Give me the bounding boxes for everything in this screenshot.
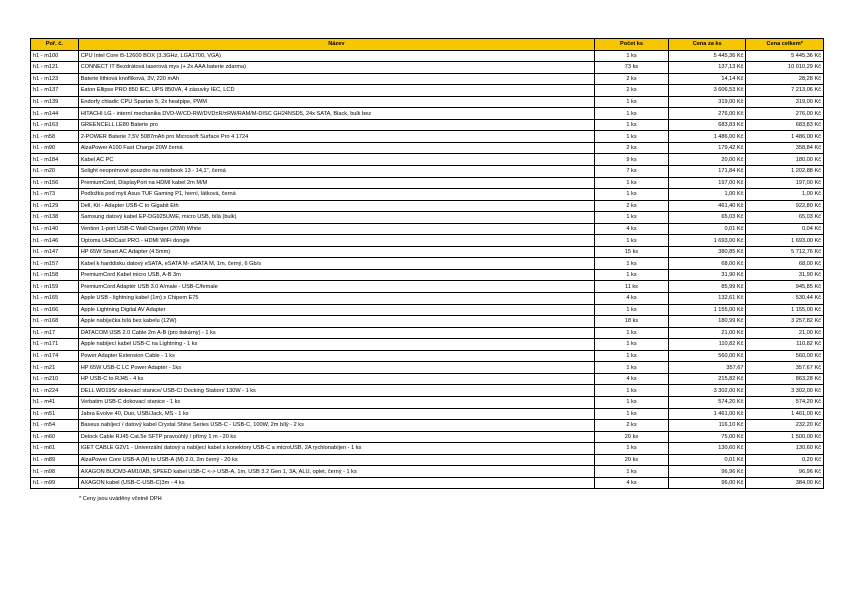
row-quantity: 1 ks: [595, 258, 669, 270]
row-name: Jabra Evolve 40, Duo, USB/Jack, MS - 1 ks: [78, 408, 594, 420]
row-unit-price: 1 461,00 Kč: [668, 408, 746, 420]
row-total-price: 384,00 Kč: [746, 477, 824, 489]
row-total-price: 683,83 Kč: [746, 119, 824, 131]
row-name: Baterie lithiová knoflíková, 3V, 220 mAh: [78, 73, 594, 85]
table-row: [31, 212, 824, 224]
row-total-price: 319,00 Kč: [746, 96, 824, 108]
table-row: [31, 350, 824, 362]
row-unit-price: 31,90 Kč: [668, 269, 746, 281]
row-unit-price: 276,00 Kč: [668, 108, 746, 120]
table-row: [31, 235, 824, 247]
row-total-price: 21,00 Kč: [746, 327, 824, 339]
row-name: Vention 1-port USB-C Wall Charger (20W) White: [78, 223, 594, 235]
header-total-price: Cena celkem*: [746, 39, 824, 51]
table-row: [31, 246, 824, 258]
row-name: CONNECT IT Bezdrátová laserová mys (+ 2x AAA baterie zdarma): [78, 62, 594, 74]
row-total-price: 65,03 Kč: [746, 212, 824, 224]
row-code: h1 - m58: [31, 131, 79, 143]
row-name: Apple nabíjecí kabel USB-C na Lightning - 1 ks: [78, 339, 594, 351]
row-total-price: 530,44 Kč: [746, 293, 824, 305]
row-name: HP USB-C to RJ45 - 4 ks: [78, 373, 594, 385]
table-row: [31, 420, 824, 432]
row-name: Apple nabíječka bílá bez kabelu (12W): [78, 316, 594, 328]
row-quantity: 1 ks: [595, 350, 669, 362]
table-row: [31, 316, 824, 328]
table-row: [31, 142, 824, 154]
row-unit-price: 171,84 Kč: [668, 166, 746, 178]
row-code: h1 - m158: [31, 269, 79, 281]
row-code: h1 - m73: [31, 189, 79, 201]
row-code: h1 - m146: [31, 235, 79, 247]
row-code: h1 - m129: [31, 200, 79, 212]
row-quantity: 1 ks: [595, 327, 669, 339]
table-row: [31, 396, 824, 408]
row-total-price: 110,82 Kč: [746, 339, 824, 351]
table-row: [31, 131, 824, 143]
table-row: [31, 85, 824, 97]
row-code: h1 - m41: [31, 396, 79, 408]
table-row: [31, 466, 824, 478]
row-quantity: 1 ks: [595, 339, 669, 351]
row-code: h1 - m100: [31, 50, 79, 62]
row-code: h1 - m159: [31, 281, 79, 293]
price-table: [30, 38, 824, 489]
row-total-price: 276,00 Kč: [746, 108, 824, 120]
row-quantity: 1 ks: [595, 131, 669, 143]
row-name: Samsung datový kabel EP-DG925UWE, micro USB, bílá (bulk): [78, 212, 594, 224]
row-unit-price: 85,99 Kč: [668, 281, 746, 293]
row-code: h1 - m184: [31, 154, 79, 166]
row-unit-price: 1 486,00 Kč: [668, 131, 746, 143]
row-total-price: 68,00 Kč: [746, 258, 824, 270]
row-unit-price: 5 445,36 Kč: [668, 50, 746, 62]
row-code: h1 - m61: [31, 443, 79, 455]
row-quantity: 1 ks: [595, 396, 669, 408]
table-row: [31, 166, 824, 178]
row-quantity: 1 ks: [595, 212, 669, 224]
row-quantity: 18 ks: [595, 316, 669, 328]
row-name: DATACOM USB 2.0 Cable 2m A-B (pro tiskárny) - 1 ks: [78, 327, 594, 339]
row-name: DELL WD19S/ dokovací stanice/ USB-C/ Docking Station/ 130W - 1 ks: [78, 385, 594, 397]
table-row: [31, 477, 824, 489]
row-total-price: 1 155,00 Kč: [746, 304, 824, 316]
row-name: Verbatim USB-C dokovací stanice - 1 ks: [78, 396, 594, 408]
row-name: Solight neoprénové pouzdro na notebook 13 - 14,1", černá: [78, 166, 594, 178]
table-row: [31, 189, 824, 201]
row-name: Power Adapter Extension Cable - 1 ks: [78, 350, 594, 362]
row-quantity: 2 ks: [595, 420, 669, 432]
row-unit-price: 110,82 Kč: [668, 339, 746, 351]
row-quantity: 20 ks: [595, 431, 669, 443]
row-code: h1 - m140: [31, 223, 79, 235]
row-quantity: 1 ks: [595, 108, 669, 120]
table-row: [31, 223, 824, 235]
row-name: Kabel AC PC: [78, 154, 594, 166]
row-code: h1 - m144: [31, 108, 79, 120]
row-code: h1 - m166: [31, 304, 79, 316]
table-row: [31, 281, 824, 293]
row-code: h1 - m54: [31, 420, 79, 432]
row-quantity: 2 ks: [595, 142, 669, 154]
row-code: h1 - m147: [31, 246, 79, 258]
row-total-price: 3 257,82 Kč: [746, 316, 824, 328]
row-code: h1 - m210: [31, 373, 79, 385]
table-row: [31, 293, 824, 305]
row-quantity: 1 ks: [595, 96, 669, 108]
row-code: h1 - m156: [31, 177, 79, 189]
table-row: [31, 258, 824, 270]
table-row: [31, 73, 824, 85]
table-row: [31, 327, 824, 339]
row-unit-price: 319,00 Kč: [668, 96, 746, 108]
header-unit-price: Cena za ks: [668, 39, 746, 51]
row-unit-price: 683,83 Kč: [668, 119, 746, 131]
row-name: HITACHI LG - interní mechanika DVD-W/CD-RW/DVD±R/±RW/RAM/M-DISC GH24NSD5, 24x SATA, Black, bulk bez: [78, 108, 594, 120]
row-code: h1 - m168: [31, 316, 79, 328]
row-code: h1 - m51: [31, 408, 79, 420]
table-row: [31, 62, 824, 74]
row-name: PremiumCord Adaptér USB 3.0 A/male - USB-C/female: [78, 281, 594, 293]
table-row: [31, 431, 824, 443]
row-code: h1 - m98: [31, 466, 79, 478]
row-name: PremiumCord, DisplayPort na HDMI kabel 2m M/M: [78, 177, 594, 189]
row-total-price: 1 461,00 Kč: [746, 408, 824, 420]
row-code: h1 - m138: [31, 212, 79, 224]
row-name: AXAGON kabel (USB-C-USB-C)3m - 4 ks: [78, 477, 594, 489]
table-row: [31, 108, 824, 120]
table-row: [31, 50, 824, 62]
row-total-price: 1,00 Kč: [746, 189, 824, 201]
row-unit-price: 75,00 Kč: [668, 431, 746, 443]
row-quantity: 73 ks: [595, 62, 669, 74]
row-total-price: 10 010,29 Kč: [746, 62, 824, 74]
row-quantity: 4 ks: [595, 477, 669, 489]
row-total-price: 0,04 Kč: [746, 223, 824, 235]
row-unit-price: 357,67: [668, 362, 746, 374]
row-quantity: 15 ks: [595, 246, 669, 258]
row-total-price: 3 302,00 Kč: [746, 385, 824, 397]
row-code: h1 - m20: [31, 166, 79, 178]
table-row: [31, 96, 824, 108]
table-row: [31, 339, 824, 351]
vat-note: * Ceny jsou uváděny včetně DPH: [79, 496, 162, 502]
row-total-price: 358,84 Kč: [746, 142, 824, 154]
row-unit-price: 1 693,00 Kč: [668, 235, 746, 247]
row-name: PremiumCord Kabel micro USB, A-B 3m: [78, 269, 594, 281]
row-unit-price: 96,96 Kč: [668, 466, 746, 478]
row-quantity: 1 ks: [595, 408, 669, 420]
row-unit-price: 137,13 Kč: [668, 62, 746, 74]
row-total-price: 357,67 Kč: [746, 362, 824, 374]
table-row: [31, 408, 824, 420]
row-quantity: 1 ks: [595, 466, 669, 478]
row-total-price: 130,60 Kč: [746, 443, 824, 455]
row-unit-price: 21,00 Kč: [668, 327, 746, 339]
row-total-price: 180,00 Kč: [746, 154, 824, 166]
row-total-price: 1 202,88 Kč: [746, 166, 824, 178]
row-unit-price: 96,00 Kč: [668, 477, 746, 489]
row-name: Delock Cable RJ45 Cat.5e SFTP pravoúhlý / přímý 1 m - 20 ks: [78, 431, 594, 443]
table-row: [31, 362, 824, 374]
row-unit-price: 68,00 Kč: [668, 258, 746, 270]
row-total-price: 1 500,00 Kč: [746, 431, 824, 443]
row-quantity: 1 ks: [595, 189, 669, 201]
row-quantity: 1 ks: [595, 235, 669, 247]
row-unit-price: 560,00 Kč: [668, 350, 746, 362]
row-total-price: 96,96 Kč: [746, 466, 824, 478]
row-unit-price: 3 302,00 Kč: [668, 385, 746, 397]
table-row: [31, 200, 824, 212]
row-quantity: 2 ks: [595, 85, 669, 97]
row-unit-price: 65,03 Kč: [668, 212, 746, 224]
row-quantity: 20 ks: [595, 454, 669, 466]
row-unit-price: 380,85 Kč: [668, 246, 746, 258]
row-total-price: 0,20 Kč: [746, 454, 824, 466]
row-code: h1 - m224: [31, 385, 79, 397]
row-name: Baseus nabíjecí / datový kabel Crystal Shine Series USB-C - USB-C, 100W, 2m bílý - 2 ks: [78, 420, 594, 432]
row-name: Apple Lightning Digital AV Adapter: [78, 304, 594, 316]
row-code: h1 - m60: [31, 431, 79, 443]
row-unit-price: 0,01 Kč: [668, 223, 746, 235]
row-unit-price: 116,10 Kč: [668, 420, 746, 432]
row-total-price: 5 712,76 Kč: [746, 246, 824, 258]
row-unit-price: 197,00 Kč: [668, 177, 746, 189]
row-unit-price: 1 155,00 Kč: [668, 304, 746, 316]
row-unit-price: 132,61 Kč: [668, 293, 746, 305]
row-quantity: 1 ks: [595, 269, 669, 281]
row-name: Apple USB - lightning kabel (1m) s Chipem E75: [78, 293, 594, 305]
row-quantity: 1 ks: [595, 443, 669, 455]
table-row: [31, 269, 824, 281]
row-code: h1 - m123: [31, 73, 79, 85]
row-name: Dell, Kit - Adapter USB-C to Gigabit Eth: [78, 200, 594, 212]
table-row: [31, 454, 824, 466]
row-total-price: 5 445,36 Kč: [746, 50, 824, 62]
row-code: h1 - m137: [31, 85, 79, 97]
row-name: Kabel k harddisku datový eSATA, eSATA M- eSATA M, 1m, černý, 6 Gb/s: [78, 258, 594, 270]
row-quantity: 7 ks: [595, 166, 669, 178]
row-name: Podložka pod myš Asus TUF Gaming P1, herní, látková, černá: [78, 189, 594, 201]
row-total-price: 574,20 Kč: [746, 396, 824, 408]
row-name: Endorfy chladic CPU Spartan 5, 2x heatpipe, PWM: [78, 96, 594, 108]
row-total-price: 1 693,00 Kč: [746, 235, 824, 247]
row-total-price: 7 213,06 Kč: [746, 85, 824, 97]
row-name: AXAGON BUCM3-AM10AB, SPEED kabel USB-C <-> USB-A, 1m, USB 3.2 Gen 1, 3A, ALU, oplet, černý - 1 ks: [78, 466, 594, 478]
table-row: [31, 304, 824, 316]
row-name: GREENCELL LE80 Baterie pro: [78, 119, 594, 131]
row-code: h1 - m165: [31, 293, 79, 305]
row-total-price: 1 486,00 Kč: [746, 131, 824, 143]
row-unit-price: 179,42 Kč: [668, 142, 746, 154]
row-total-price: 863,28 Kč: [746, 373, 824, 385]
row-quantity: 1 ks: [595, 119, 669, 131]
row-code: h1 - m139: [31, 96, 79, 108]
row-name: IGET CABLE G2V1 - Univerzální datový a nabíjecí kabel s konektory USB-C a microUSB, 2A rychlonabíjen - 1 ks: [78, 443, 594, 455]
row-name: AlzaPower Core USB-A (M) to USB-A (M) 2.0, 2m černý - 20 ks: [78, 454, 594, 466]
row-name: Eaton Ellipse PRO 850 IEC, UPS 850VA, 4 zásuvky IEC, LCD: [78, 85, 594, 97]
row-quantity: 9 ks: [595, 154, 669, 166]
row-quantity: 4 ks: [595, 223, 669, 235]
row-unit-price: 215,82 Kč: [668, 373, 746, 385]
row-name: HP 65W USB-C LC Power Adapter - 1ks: [78, 362, 594, 374]
row-unit-price: 14,14 Kč: [668, 73, 746, 85]
row-quantity: 2 ks: [595, 73, 669, 85]
table-row: [31, 385, 824, 397]
row-total-price: 28,28 Kč: [746, 73, 824, 85]
row-unit-price: 180,99 Kč: [668, 316, 746, 328]
row-quantity: 1 ks: [595, 50, 669, 62]
row-name: HP 65W Smart AC Adapter (4.5mm): [78, 246, 594, 258]
table-row: [31, 119, 824, 131]
row-unit-price: 1,00 Kč: [668, 189, 746, 201]
row-name: AlzaPower A100 Fast Charge 20W černá: [78, 142, 594, 154]
row-quantity: 2 ks: [595, 200, 669, 212]
row-total-price: 560,00 Kč: [746, 350, 824, 362]
row-quantity: 1 ks: [595, 362, 669, 374]
row-total-price: 232,20 Kč: [746, 420, 824, 432]
row-code: h1 - m171: [31, 339, 79, 351]
row-code: h1 - m99: [31, 477, 79, 489]
row-total-price: 922,80 Kč: [746, 200, 824, 212]
row-unit-price: 574,20 Kč: [668, 396, 746, 408]
table-header-row: [31, 39, 824, 51]
header-quantity: Počet ks: [595, 39, 669, 51]
table-row: [31, 373, 824, 385]
row-code: h1 - m90: [31, 142, 79, 154]
row-unit-price: 0,01 Kč: [668, 454, 746, 466]
row-code: h1 - m174: [31, 350, 79, 362]
row-quantity: 4 ks: [595, 293, 669, 305]
row-total-price: 31,90 Kč: [746, 269, 824, 281]
row-code: h1 - m17: [31, 327, 79, 339]
row-quantity: 1 ks: [595, 385, 669, 397]
row-total-price: 197,00 Kč: [746, 177, 824, 189]
table-row: [31, 154, 824, 166]
header-name: Název: [78, 39, 594, 51]
row-name: CPU Intel Core i5-12600 BOX (3.3GHz, LGA1700, VGA): [78, 50, 594, 62]
row-quantity: 1 ks: [595, 177, 669, 189]
row-unit-price: 20,00 Kč: [668, 154, 746, 166]
row-unit-price: 461,40 Kč: [668, 200, 746, 212]
row-code: h1 - m121: [31, 62, 79, 74]
row-code: h1 - m163: [31, 119, 79, 131]
table-row: [31, 177, 824, 189]
table-row: [31, 443, 824, 455]
row-quantity: 1 ks: [595, 304, 669, 316]
row-code: h1 - m21: [31, 362, 79, 374]
row-code: h1 - m89: [31, 454, 79, 466]
header-order-number: Poř. č.: [31, 39, 79, 51]
row-unit-price: 3 606,53 Kč: [668, 85, 746, 97]
row-name: Optoma UHDCast PRO - HDMI WiFi dongle: [78, 235, 594, 247]
row-quantity: 4 ks: [595, 373, 669, 385]
row-name: 2-POWER Baterie 7,5V 5087mAh pro Microsoft Surface Pro 4 1724: [78, 131, 594, 143]
row-unit-price: 130,60 Kč: [668, 443, 746, 455]
row-code: h1 - m157: [31, 258, 79, 270]
row-quantity: 11 ks: [595, 281, 669, 293]
row-total-price: 945,85 Kč: [746, 281, 824, 293]
